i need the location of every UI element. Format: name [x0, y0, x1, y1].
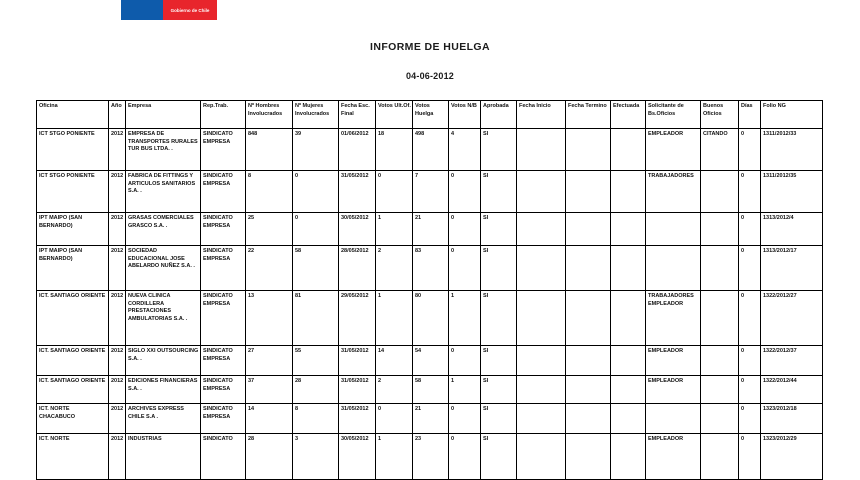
table-cell: 0	[739, 171, 761, 213]
table-cell: 0	[449, 434, 481, 480]
table-cell: 21	[413, 213, 449, 246]
table-cell	[517, 404, 566, 434]
table-row	[37, 213, 823, 246]
report-title: INFORME DE HUELGA	[370, 41, 490, 53]
table-cell: 31/05/2012	[339, 171, 376, 213]
table-cell: 0	[293, 171, 339, 213]
table-cell: 0	[739, 376, 761, 404]
table-cell	[566, 246, 611, 291]
table-cell: 18	[376, 129, 413, 171]
table-cell	[701, 404, 739, 434]
table-cell: SINDICATO EMPRESA	[201, 213, 246, 246]
table-cell: ICT. SANTIAGO ORIENTE	[37, 376, 109, 404]
table-cell	[517, 171, 566, 213]
table-cell: 2012	[109, 171, 126, 213]
table-cell: 7	[413, 171, 449, 213]
table-cell: 0	[449, 213, 481, 246]
column-header: Aprobada	[481, 101, 517, 129]
table-cell: 1	[376, 434, 413, 480]
column-header: Efectuada	[611, 101, 646, 129]
logo-red-block	[163, 0, 217, 20]
table-cell	[611, 434, 646, 480]
table-cell: SINDICATO EMPRESA	[201, 346, 246, 376]
table-cell	[701, 291, 739, 346]
table-cell: 0	[376, 404, 413, 434]
table-cell: 848	[246, 129, 293, 171]
table-cell: SI	[481, 376, 517, 404]
column-header: Nº Hombres Involucrados	[246, 101, 293, 129]
table-cell: SINDICATO	[201, 434, 246, 480]
column-header: Rep.Trab.	[201, 101, 246, 129]
table-cell: 0	[449, 171, 481, 213]
table-cell	[646, 213, 701, 246]
table-cell: SINDICATO EMPRESA	[201, 246, 246, 291]
column-header: Días	[739, 101, 761, 129]
table-cell: 0	[739, 434, 761, 480]
table-cell: SIGLO XXI OUTSOURCING S.A. .	[126, 346, 201, 376]
table-cell: 2012	[109, 404, 126, 434]
table-cell: 0	[293, 213, 339, 246]
table-cell: 31/05/2012	[339, 376, 376, 404]
table-cell	[701, 346, 739, 376]
table-cell: 01/06/2012	[339, 129, 376, 171]
table-cell: 0	[449, 404, 481, 434]
table-cell: ICT STGO PONIENTE	[37, 129, 109, 171]
table-cell: 1322/2012/44	[761, 376, 823, 404]
table-cell: 14	[376, 346, 413, 376]
table-cell: ARCHIVES EXPRESS CHILE S.A .	[126, 404, 201, 434]
table-cell: 37	[246, 376, 293, 404]
table-cell: SOCIEDAD EDUCACIONAL JOSE ABELARDO NUÑEZ S.A. .	[126, 246, 201, 291]
column-header: Empresa	[126, 101, 201, 129]
table-cell	[517, 434, 566, 480]
table-cell: 1	[449, 291, 481, 346]
table-cell	[701, 376, 739, 404]
table-cell: 1311/2012/35	[761, 171, 823, 213]
table-cell: 2	[376, 246, 413, 291]
table-cell: EDICIONES FINANCIERAS S.A. .	[126, 376, 201, 404]
table-cell: EMPRESA DE TRANSPORTES RURALES TUR BUS LTDA. .	[126, 129, 201, 171]
table-cell: 28	[293, 376, 339, 404]
table-cell	[611, 346, 646, 376]
table-cell: SINDICATO EMPRESA	[201, 376, 246, 404]
table-cell	[517, 246, 566, 291]
table-cell: 8	[293, 404, 339, 434]
table-row	[37, 434, 823, 480]
table-cell: 1322/2012/27	[761, 291, 823, 346]
table-cell: 8	[246, 171, 293, 213]
table-cell: TRABAJADORES	[646, 171, 701, 213]
table-cell: IPT MAIPO (SAN BERNARDO)	[37, 246, 109, 291]
table-cell	[611, 291, 646, 346]
table-cell: 28/05/2012	[339, 246, 376, 291]
column-header: Folio NG	[761, 101, 823, 129]
logo-text: Gobierno de Chile	[170, 7, 210, 13]
table-row	[37, 404, 823, 434]
table-cell: 2012	[109, 213, 126, 246]
table-cell	[611, 213, 646, 246]
table-cell	[566, 291, 611, 346]
table-cell: EMPLEADOR	[646, 129, 701, 171]
table-cell: 1	[376, 213, 413, 246]
table-cell: 1313/2012/4	[761, 213, 823, 246]
huelga-table	[36, 100, 823, 480]
table-cell: ICT STGO PONIENTE	[37, 171, 109, 213]
table-cell: 0	[739, 404, 761, 434]
table-row	[37, 171, 823, 213]
table-cell: 25	[246, 213, 293, 246]
table-cell: 0	[739, 346, 761, 376]
table-cell: FABRICA DE FITTINGS Y ARTICULOS SANITARIOS S.A. .	[126, 171, 201, 213]
column-header: Fecha Termino	[566, 101, 611, 129]
table-cell	[517, 291, 566, 346]
table-cell: 30/05/2012	[339, 434, 376, 480]
table-cell: SI	[481, 129, 517, 171]
column-header: Fecha Esc. Final	[339, 101, 376, 129]
table-cell: SI	[481, 213, 517, 246]
table-row	[37, 346, 823, 376]
column-header: Buenos Oficios	[701, 101, 739, 129]
table-cell: 1322/2012/37	[761, 346, 823, 376]
table-cell	[566, 346, 611, 376]
table-cell: SINDICATO EMPRESA	[201, 291, 246, 346]
table-cell	[517, 346, 566, 376]
table-row	[37, 291, 823, 346]
column-header: Votos Huelga	[413, 101, 449, 129]
table-cell	[517, 376, 566, 404]
table-cell: 1313/2012/17	[761, 246, 823, 291]
table-cell: INDUSTRIAS	[126, 434, 201, 480]
table-cell: 0	[449, 346, 481, 376]
table-cell: 0	[739, 291, 761, 346]
table-cell: 2012	[109, 376, 126, 404]
header-row	[37, 101, 823, 129]
table-cell: ICT. SANTIAGO ORIENTE	[37, 291, 109, 346]
table-cell	[611, 404, 646, 434]
table-cell: 0	[739, 213, 761, 246]
column-header: Fecha Inicio	[517, 101, 566, 129]
table-cell	[566, 213, 611, 246]
table-cell	[566, 434, 611, 480]
table-cell: 0	[739, 129, 761, 171]
table-cell: 22	[246, 246, 293, 291]
table-cell: SI	[481, 346, 517, 376]
table-cell: 31/05/2012	[339, 346, 376, 376]
table-cell	[611, 129, 646, 171]
table-cell: 2012	[109, 434, 126, 480]
table-cell: 58	[413, 376, 449, 404]
table-cell: 0	[376, 171, 413, 213]
table-cell: 58	[293, 246, 339, 291]
table-cell: 2012	[109, 291, 126, 346]
report-date: 04-06-2012	[405, 71, 455, 81]
table-cell: ICT. SANTIAGO ORIENTE	[37, 346, 109, 376]
table-cell: 3	[293, 434, 339, 480]
column-header: Votos Ult.Of.	[376, 101, 413, 129]
table-cell	[701, 171, 739, 213]
table-cell: 1311/2012/33	[761, 129, 823, 171]
logo-blue-block	[121, 0, 163, 20]
table-row	[37, 376, 823, 404]
table-cell: NUEVA CLINICA CORDILLERA PRESTACIONES AMBULATORIAS S.A. .	[126, 291, 201, 346]
table-cell: EMPLEADOR	[646, 346, 701, 376]
table-cell: 27	[246, 346, 293, 376]
column-header: Nº Mujeres Involucrados	[293, 101, 339, 129]
table-cell: 81	[293, 291, 339, 346]
column-header: Solicitante de Bs.Oficios	[646, 101, 701, 129]
table-body	[37, 129, 823, 480]
table-cell: 31/05/2012	[339, 404, 376, 434]
table-cell: 1323/2012/18	[761, 404, 823, 434]
table-cell: 23	[413, 434, 449, 480]
table-cell: 54	[413, 346, 449, 376]
table-cell	[611, 376, 646, 404]
table-row	[37, 246, 823, 291]
table-cell: ICT. NORTE CHACABUCO	[37, 404, 109, 434]
table-cell: 2	[376, 376, 413, 404]
table-cell	[611, 246, 646, 291]
table-cell	[611, 171, 646, 213]
table-cell: SI	[481, 291, 517, 346]
table-cell: 55	[293, 346, 339, 376]
table-cell: 80	[413, 291, 449, 346]
table-cell: 2012	[109, 346, 126, 376]
table-cell: 29/05/2012	[339, 291, 376, 346]
table-cell: 39	[293, 129, 339, 171]
table-cell	[566, 376, 611, 404]
table-cell: 2012	[109, 129, 126, 171]
table-cell	[517, 213, 566, 246]
table-cell: 1323/2012/29	[761, 434, 823, 480]
table-cell	[646, 404, 701, 434]
table-cell: SI	[481, 404, 517, 434]
table-cell: SINDICATO EMPRESA	[201, 404, 246, 434]
table-cell: EMPLEADOR	[646, 434, 701, 480]
table-cell: 14	[246, 404, 293, 434]
table-cell: 1	[376, 291, 413, 346]
table-cell: SINDICATO EMPRESA	[201, 171, 246, 213]
table-cell	[517, 129, 566, 171]
column-header: Votos N/B	[449, 101, 481, 129]
table-row	[37, 129, 823, 171]
table-cell: EMPLEADOR	[646, 376, 701, 404]
table-cell: 2012	[109, 246, 126, 291]
column-header: Oficina	[37, 101, 109, 129]
table-cell: 28	[246, 434, 293, 480]
table-cell: TRABAJADORES EMPLEADOR	[646, 291, 701, 346]
table-cell: 4	[449, 129, 481, 171]
table-cell: 1	[449, 376, 481, 404]
table-cell: GRASAS COMERCIALES GRASCO S.A. .	[126, 213, 201, 246]
table-cell: 0	[449, 246, 481, 291]
table-cell: IPT MAIPO (SAN BERNARDO)	[37, 213, 109, 246]
gobierno-de-chile-logo	[121, 0, 217, 20]
table-cell: 21	[413, 404, 449, 434]
table-cell	[566, 171, 611, 213]
table-cell: CITANDO	[701, 129, 739, 171]
table-cell: 83	[413, 246, 449, 291]
table-cell: SI	[481, 246, 517, 291]
table-cell	[646, 246, 701, 291]
table-cell: SINDICATO EMPRESA	[201, 129, 246, 171]
table-cell	[566, 404, 611, 434]
table-cell: 0	[739, 246, 761, 291]
table-cell: 13	[246, 291, 293, 346]
table-cell: SI	[481, 171, 517, 213]
table-cell: 498	[413, 129, 449, 171]
table-cell	[566, 129, 611, 171]
column-header: Año	[109, 101, 126, 129]
table-cell	[701, 434, 739, 480]
table-cell	[701, 246, 739, 291]
table-cell: 30/05/2012	[339, 213, 376, 246]
table-cell: SI	[481, 434, 517, 480]
table-cell	[701, 213, 739, 246]
table-cell: ICT. NORTE	[37, 434, 109, 480]
